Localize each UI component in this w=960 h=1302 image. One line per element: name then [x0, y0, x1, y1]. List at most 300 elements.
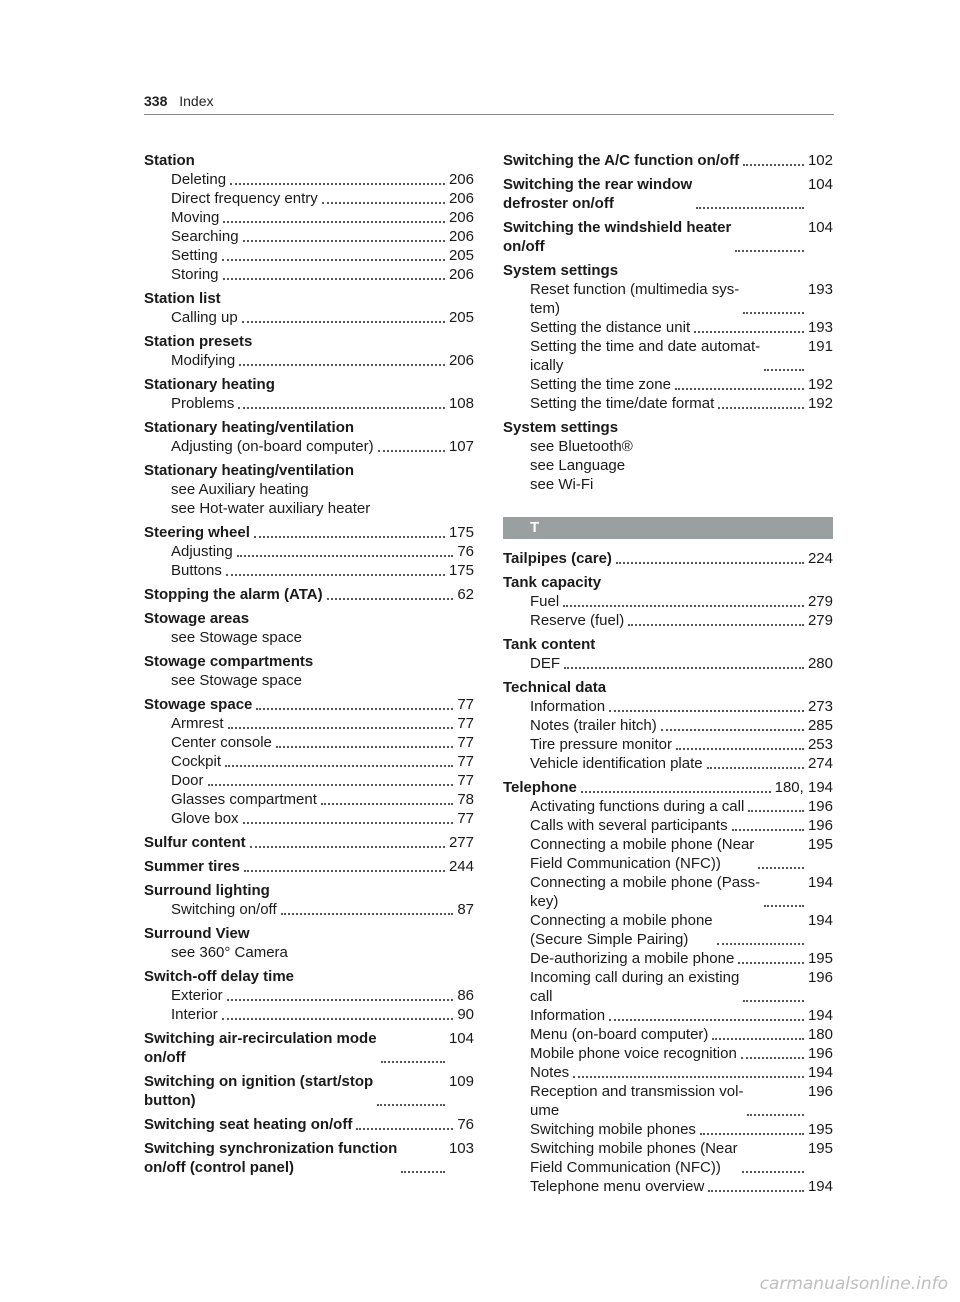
leader-dots — [377, 1104, 445, 1106]
leader-dots — [758, 867, 804, 869]
leader-dots — [378, 450, 445, 452]
page-ref: 194 — [807, 1178, 833, 1195]
entry-title — [144, 461, 474, 480]
page-ref: 109 — [448, 1073, 474, 1090]
entry-title — [503, 418, 833, 437]
leader-dots — [223, 221, 445, 223]
entry-title-text: Tailpipes (care) — [503, 550, 612, 567]
leader-dots — [718, 407, 804, 409]
sub-entry-label: Telephone menu overview — [530, 1178, 705, 1195]
sub-entry-label: Reception and transmission vol- ume — [530, 1083, 744, 1119]
leader-dots — [581, 791, 771, 793]
index-entry — [144, 881, 474, 919]
entry-title-text: Switching synchronization function on/off (control panel) — [144, 1140, 398, 1176]
leader-dots — [628, 624, 804, 626]
sub-entry — [503, 1177, 833, 1196]
sub-entry — [144, 246, 474, 265]
sub-entry-label: Moving — [171, 209, 220, 226]
entry-title-text: Stowage areas — [144, 610, 250, 627]
sub-entry — [503, 754, 833, 773]
page-ref: 206 — [448, 171, 474, 188]
sub-entry — [144, 900, 474, 919]
sub-entry-label: see Wi-Fi — [530, 476, 594, 493]
leader-dots — [222, 1018, 454, 1020]
leader-dots — [694, 331, 804, 333]
entry-title — [144, 289, 474, 308]
index-entry — [144, 924, 474, 962]
sub-entry-label: Setting the time and date automat- ically — [530, 338, 761, 374]
entry-title — [503, 778, 833, 797]
page-ref: 104 — [807, 219, 833, 236]
index-entry — [503, 151, 833, 170]
sub-entry-label: Armrest — [171, 715, 224, 732]
leader-dots — [717, 943, 804, 945]
sub-entry-label: Setting the distance unit — [530, 319, 691, 336]
leader-dots — [223, 278, 445, 280]
leader-dots — [564, 667, 804, 669]
entry-title — [144, 924, 474, 943]
entry-title-text: Summer tires — [144, 858, 240, 875]
sub-entry — [144, 170, 474, 189]
sub-entry — [144, 542, 474, 561]
sub-entry — [144, 394, 474, 413]
sub-entry-label: Adjusting — [171, 543, 233, 560]
sub-entry — [503, 475, 833, 494]
leader-dots — [242, 321, 445, 323]
sub-entry — [144, 671, 474, 690]
entry-title-text: Steering wheel — [144, 524, 250, 541]
page-ref: 206 — [448, 209, 474, 226]
entry-title-text: Tank capacity — [503, 574, 602, 591]
sub-entry — [503, 1082, 833, 1120]
sub-entry-label: Activating functions during a call — [530, 798, 745, 815]
sub-entry — [503, 280, 833, 318]
entry-title — [144, 695, 474, 714]
index-entry — [144, 289, 474, 327]
page-ref: 86 — [457, 987, 474, 1004]
sub-entry — [144, 714, 474, 733]
leader-dots — [281, 913, 454, 915]
entry-title-text: Switching the windshield heater on/off — [503, 219, 732, 255]
sub-entry — [144, 771, 474, 790]
sub-entry — [503, 949, 833, 968]
sub-entry — [144, 628, 474, 647]
sub-entry — [144, 480, 474, 499]
index-entry — [144, 967, 474, 1024]
leader-dots — [764, 369, 804, 371]
sub-entry — [503, 394, 833, 413]
sub-entry-label: Glove box — [171, 810, 239, 827]
page-ref: 196 — [807, 1083, 833, 1100]
sub-entry-label: Setting — [171, 247, 218, 264]
entry-title — [144, 881, 474, 900]
sub-entry-label: Buttons — [171, 562, 222, 579]
entry-title-text: Stowage space — [144, 696, 253, 713]
entry-title — [144, 1029, 474, 1067]
leader-dots — [764, 905, 804, 907]
sub-entry-label: Setting the time/date format — [530, 395, 715, 412]
entry-title-text: Technical data — [503, 679, 607, 696]
watermark: carmanualsonline.info — [759, 1274, 948, 1294]
sub-entry — [503, 592, 833, 611]
page-ref: 195 — [807, 1140, 833, 1157]
index-entry — [503, 261, 833, 413]
sub-entry-label: see Hot-water auxiliary heater — [171, 500, 371, 517]
page-ref: 280 — [807, 655, 833, 672]
leader-dots — [743, 164, 804, 166]
leader-dots — [676, 748, 804, 750]
leader-dots — [748, 810, 804, 812]
page-ref: 273 — [807, 698, 833, 715]
sub-entry-label: Menu (on-board computer) — [530, 1026, 709, 1043]
entry-title — [144, 652, 474, 671]
sub-entry-label: Fuel — [530, 593, 560, 610]
page-ref: 87 — [457, 901, 474, 918]
entry-title-text: Switching the rear window defroster on/off — [503, 176, 693, 212]
page-ref: 196 — [807, 798, 833, 815]
leader-dots — [609, 710, 804, 712]
sub-entry-label: Connecting a mobile phone (Pass- key) — [530, 874, 761, 910]
index-entry — [144, 523, 474, 580]
leader-dots — [322, 202, 445, 204]
sub-entry-label: Calls with several participants — [530, 817, 728, 834]
sub-entry-label: Notes (trailer hitch) — [530, 717, 657, 734]
leader-dots — [256, 708, 453, 710]
page-ref: 193 — [807, 281, 833, 298]
index-entry — [144, 461, 474, 518]
page-ref: 206 — [448, 190, 474, 207]
page-ref: 76 — [457, 1116, 474, 1133]
leader-dots — [250, 846, 445, 848]
sub-entry-label: Switching on/off — [171, 901, 277, 918]
sub-entry-label: Exterior — [171, 987, 223, 1004]
sub-entry-label: De-authorizing a mobile phone — [530, 950, 735, 967]
sub-entry-label: see Stowage space — [171, 672, 302, 689]
page-ref: 180 — [807, 1026, 833, 1043]
sub-entry — [144, 790, 474, 809]
sub-entry-label: DEF — [530, 655, 560, 672]
leader-dots — [276, 746, 453, 748]
entry-title — [144, 151, 474, 170]
page-number: 338 — [144, 93, 168, 109]
sub-entry — [144, 733, 474, 752]
entry-title — [144, 375, 474, 394]
leader-dots — [321, 803, 453, 805]
page-ref: 77 — [457, 772, 474, 789]
sub-entry-label: Information — [530, 1007, 606, 1024]
entry-title — [503, 218, 833, 256]
sub-entry-label: Center console — [171, 734, 272, 751]
leader-dots — [732, 829, 804, 831]
index-entry — [144, 1072, 474, 1110]
sub-entry-label: Notes — [530, 1064, 570, 1081]
page-header — [144, 92, 834, 115]
sub-entry-label: Reset function (multimedia sys- tem) — [530, 281, 740, 317]
index-entry — [144, 609, 474, 647]
entry-title-text: Tank content — [503, 636, 596, 653]
index-entries-s — [503, 151, 833, 494]
sub-entry-label: Interior — [171, 1006, 218, 1023]
sub-entry — [503, 437, 833, 456]
leader-dots — [225, 765, 453, 767]
sub-entry — [144, 308, 474, 327]
entry-title-text: Stationary heating — [144, 376, 275, 393]
section-title: Index — [179, 93, 214, 109]
leader-dots — [238, 407, 445, 409]
index-entry — [144, 833, 474, 852]
page-ref: 274 — [807, 755, 833, 772]
leader-dots — [244, 870, 445, 872]
index-entry — [144, 151, 474, 284]
sub-entry-label: Reserve (fuel) — [530, 612, 625, 629]
index-entry — [144, 585, 474, 604]
page-ref: 195 — [807, 1121, 833, 1138]
index-entry — [503, 573, 833, 630]
leader-dots — [747, 1114, 804, 1116]
index-entry — [144, 332, 474, 370]
index-entry — [144, 418, 474, 456]
sub-entry — [503, 735, 833, 754]
leader-dots — [742, 1171, 804, 1173]
sub-entry — [503, 456, 833, 475]
page-ref: 77 — [457, 734, 474, 751]
index-entry — [503, 549, 833, 568]
page-ref: 193 — [807, 319, 833, 336]
page-ref: 277 — [448, 834, 474, 851]
sub-entry — [503, 1006, 833, 1025]
entry-title-text: Stowage compartments — [144, 653, 314, 670]
leader-dots — [616, 562, 804, 564]
page-ref: 77 — [457, 810, 474, 827]
leader-dots — [243, 822, 454, 824]
sub-entry-label: Information — [530, 698, 606, 715]
page-ref: 195 — [807, 836, 833, 853]
entry-title — [144, 609, 474, 628]
page-ref: 244 — [448, 858, 474, 875]
entry-title-text: Stationary heating/ventilation — [144, 419, 355, 436]
index-entry — [144, 1139, 474, 1177]
index-entry — [144, 857, 474, 876]
page-ref: 192 — [807, 395, 833, 412]
entry-title — [144, 418, 474, 437]
sub-entry-label: Storing — [171, 266, 219, 283]
entry-title-text: Stopping the alarm (ATA) — [144, 586, 323, 603]
index-column-left — [144, 151, 474, 1182]
sub-entry — [503, 1044, 833, 1063]
sub-entry — [144, 499, 474, 518]
page-ref: 175 — [448, 562, 474, 579]
sub-entry-label: Modifying — [171, 352, 236, 369]
entry-title — [503, 635, 833, 654]
sub-entry-label: Searching — [171, 228, 239, 245]
page-ref: 205 — [448, 309, 474, 326]
leader-dots — [741, 1057, 804, 1059]
page-ref: 62 — [457, 586, 474, 603]
leader-dots — [226, 574, 445, 576]
sub-entry — [503, 654, 833, 673]
entry-title-text: System settings — [503, 419, 619, 436]
page-ref: 77 — [457, 753, 474, 770]
leader-dots — [609, 1019, 804, 1021]
page-ref: 195 — [807, 950, 833, 967]
page-ref: 107 — [448, 438, 474, 455]
sub-entry — [144, 943, 474, 962]
leader-dots — [356, 1128, 453, 1130]
sub-entry — [503, 911, 833, 949]
leader-dots — [675, 388, 804, 390]
page-ref: 253 — [807, 736, 833, 753]
entry-title — [144, 585, 474, 604]
page-ref: 90 — [457, 1006, 474, 1023]
entry-title — [144, 833, 474, 852]
sub-entry-label: Door — [171, 772, 204, 789]
sub-entry — [503, 1120, 833, 1139]
letter-divider-t: T — [503, 517, 833, 539]
index-entry — [503, 678, 833, 773]
leader-dots — [228, 727, 454, 729]
page-ref: 196 — [807, 969, 833, 986]
page-ref: 206 — [448, 266, 474, 283]
page-ref: 191 — [807, 338, 833, 355]
entry-title-text: Switch-off delay time — [144, 968, 295, 985]
entry-title — [503, 678, 833, 697]
page-ref: 108 — [448, 395, 474, 412]
leader-dots — [661, 729, 804, 731]
sub-entry-label: Direct frequency entry — [171, 190, 318, 207]
leader-dots — [327, 598, 454, 600]
sub-entry — [144, 189, 474, 208]
entry-title-text: System settings — [503, 262, 619, 279]
sub-entry — [144, 561, 474, 580]
leader-dots — [208, 784, 454, 786]
sub-entry — [503, 1025, 833, 1044]
sub-entry — [503, 375, 833, 394]
page-ref: 224 — [807, 550, 833, 567]
page-ref: 77 — [457, 696, 474, 713]
leader-dots — [243, 240, 445, 242]
sub-entry — [503, 1139, 833, 1177]
page-ref: 175 — [448, 524, 474, 541]
sub-entry-label: Switching mobile phones — [530, 1121, 696, 1138]
index-entry — [503, 635, 833, 673]
index-entry — [144, 1115, 474, 1134]
leader-dots — [401, 1171, 445, 1173]
index-entry — [144, 695, 474, 828]
entry-title — [144, 332, 474, 351]
entry-title — [503, 549, 833, 568]
sub-entry-label: Incoming call during an existing call — [530, 969, 740, 1005]
sub-entry — [503, 318, 833, 337]
entry-title — [144, 1115, 474, 1134]
entry-title-text: Station presets — [144, 333, 253, 350]
entry-title-text: Switching on ignition (start/stop button) — [144, 1073, 374, 1109]
sub-entry — [503, 816, 833, 835]
entry-title-text: Stationary heating/ventilation — [144, 462, 355, 479]
sub-entry-label: Calling up — [171, 309, 238, 326]
sub-entry-label: Mobile phone voice recognition — [530, 1045, 737, 1062]
leader-dots — [381, 1061, 445, 1063]
sub-entry-label: Adjusting (on-board computer) — [171, 438, 374, 455]
leader-dots — [573, 1076, 804, 1078]
leader-dots — [738, 962, 804, 964]
leader-dots — [237, 555, 454, 557]
entry-title-text: Telephone — [503, 779, 577, 796]
entry-title-text: Surround View — [144, 925, 250, 942]
page-ref: 104 — [807, 176, 833, 193]
sub-entry — [144, 809, 474, 828]
page-ref: 180, 194 — [774, 779, 833, 796]
entry-title — [503, 261, 833, 280]
leader-dots — [563, 605, 804, 607]
sub-entry-label: Deleting — [171, 171, 227, 188]
page-ref: 205 — [448, 247, 474, 264]
sub-entry-label: Cockpit — [171, 753, 222, 770]
sub-entry — [144, 351, 474, 370]
leader-dots — [700, 1133, 804, 1135]
page-ref: 104 — [448, 1030, 474, 1047]
page-ref: 206 — [448, 352, 474, 369]
leader-dots — [707, 767, 804, 769]
page-ref: 196 — [807, 817, 833, 834]
sub-entry-label: Problems — [171, 395, 235, 412]
entry-title-text: Sulfur content — [144, 834, 246, 851]
index-entry — [144, 652, 474, 690]
leader-dots — [222, 259, 445, 261]
page-ref: 103 — [448, 1140, 474, 1157]
entry-title — [144, 1072, 474, 1110]
sub-entry — [503, 873, 833, 911]
sub-entry — [144, 437, 474, 456]
sub-entry — [503, 968, 833, 1006]
leader-dots — [696, 207, 804, 209]
sub-entry — [144, 1005, 474, 1024]
entry-title — [503, 175, 833, 213]
page-ref: 76 — [457, 543, 474, 560]
index-entry — [503, 175, 833, 213]
sub-entry-label: Tire pressure monitor — [530, 736, 672, 753]
page-ref: 285 — [807, 717, 833, 734]
entry-title-text: Station — [144, 152, 195, 169]
page-ref: 206 — [448, 228, 474, 245]
leader-dots — [254, 536, 445, 538]
page-ref: 279 — [807, 593, 833, 610]
index-entry — [503, 778, 833, 1196]
entry-title — [503, 573, 833, 592]
page-ref: 194 — [807, 874, 833, 891]
page-ref: 279 — [807, 612, 833, 629]
sub-entry-label: Connecting a mobile phone (Secure Simple Pairing) — [530, 912, 713, 948]
sub-entry — [503, 797, 833, 816]
leader-dots — [712, 1038, 804, 1040]
leader-dots — [227, 999, 454, 1001]
sub-entry-label: see Language — [530, 457, 626, 474]
sub-entry-label: see Auxiliary heating — [171, 481, 309, 498]
index-column-right — [503, 151, 833, 1201]
entry-title-text: Switching seat heating on/off — [144, 1116, 353, 1133]
page-ref: 102 — [807, 152, 833, 169]
entry-title — [144, 523, 474, 542]
page-ref: 194 — [807, 912, 833, 929]
sub-entry — [503, 337, 833, 375]
sub-entry — [144, 752, 474, 771]
entry-title-text: Surround lighting — [144, 882, 270, 899]
sub-entry-label: see 360° Camera — [171, 944, 288, 961]
sub-entry — [503, 835, 833, 873]
page-ref: 196 — [807, 1045, 833, 1062]
sub-entry-label: Vehicle identification plate — [530, 755, 703, 772]
entry-title-text: Station list — [144, 290, 221, 307]
page-ref: 77 — [457, 715, 474, 732]
